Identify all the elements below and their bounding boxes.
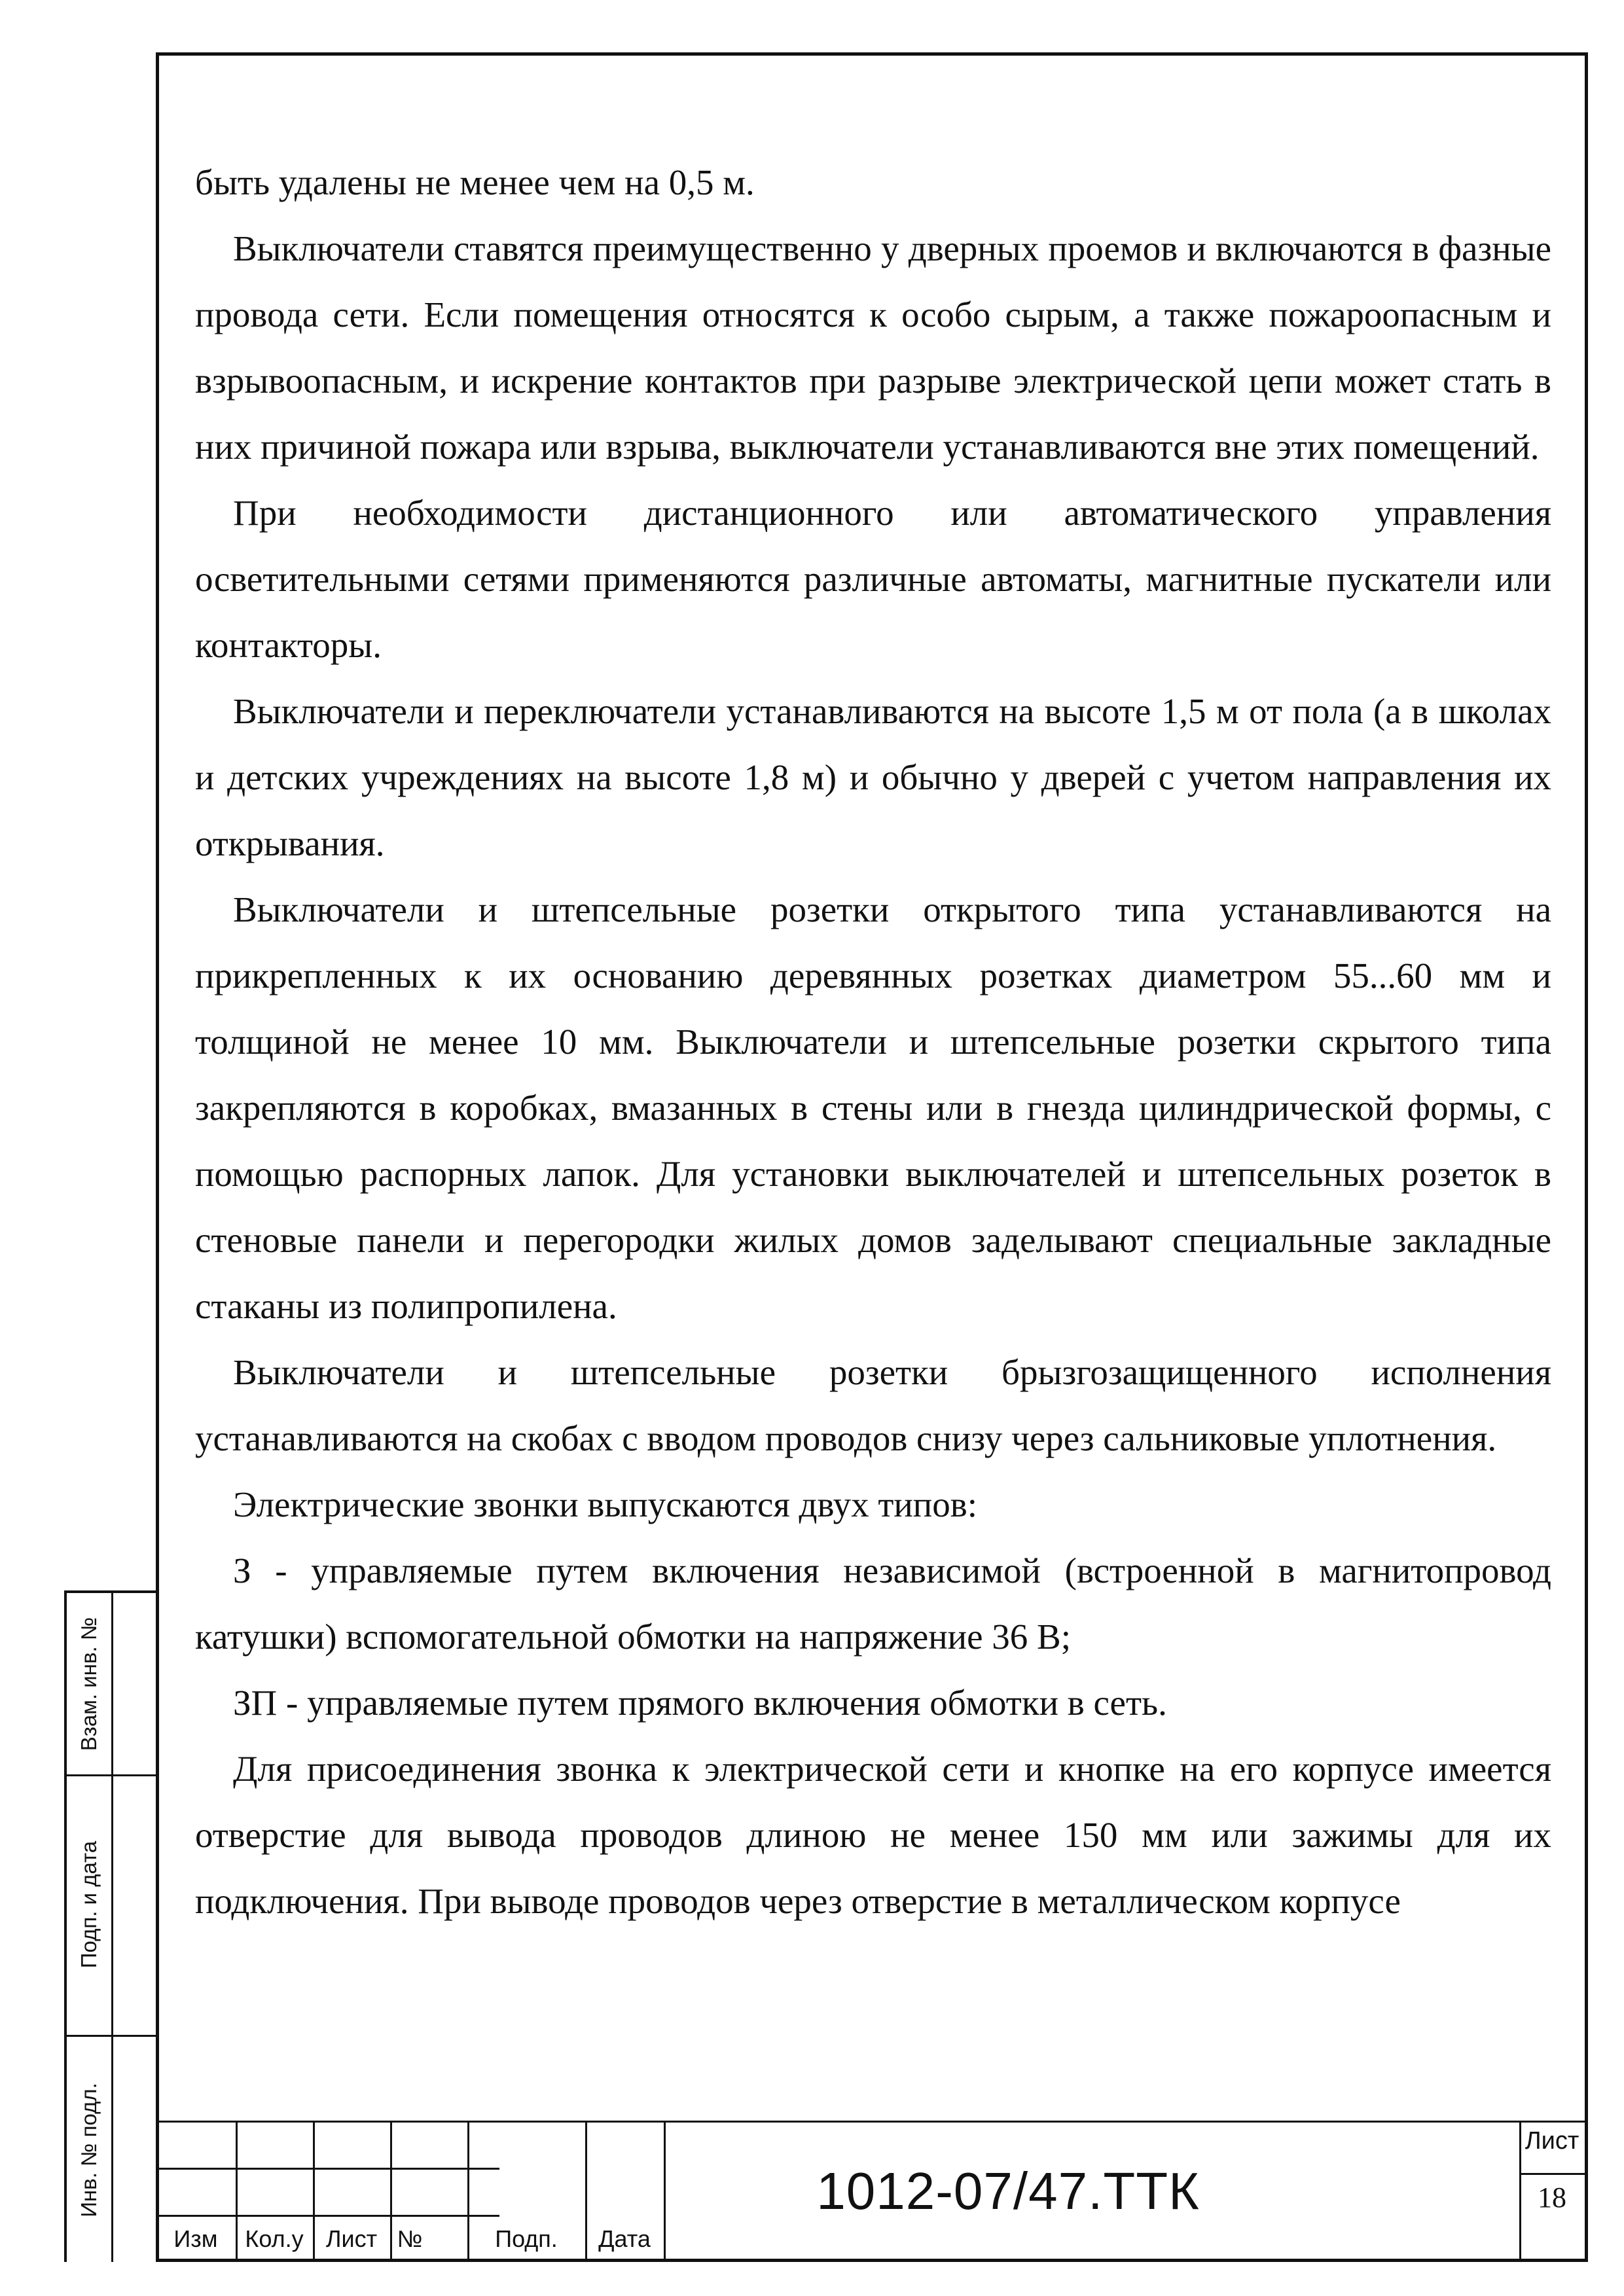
- paragraph: Выключатели и штепсельные розетки открытого типа устанавливаются на прикрепленных к их основанию деревянных розетках диаметром 55...60 мм и толщиной не менее 10 мм. Выключатели и штепсельные розетки скрытого типа закрепляются в коробках, вмазанных в стены или в гнезда цилиндрической формы, с помощью распорных лапок. Для установки выключателей и штепсельных розеток в стеновые панели и перегородки жилых домов заделывают специальные закладные стаканы из полипропилена.: [195, 889, 1551, 1326]
- sheet-row-line: [1519, 2173, 1588, 2175]
- paragraph: ЗП - управляемые путем прямого включения обмотки в сеть.: [233, 1683, 1167, 1723]
- sheet-number: 18: [1538, 2181, 1566, 2214]
- paragraph: Выключатели и переключатели устанавливаются на высоте 1,5 м от пола (а в школах и детских учреждениях на высоте 1,8 м) и обычно у дверей с учетом направления их открывания.: [195, 691, 1551, 863]
- vzam-inv-label: Взам. инв. №: [77, 1617, 101, 1751]
- inv-podl-cell: [67, 2035, 111, 2265]
- col-izm: Изм: [173, 2225, 218, 2252]
- podp-data-label: Подп. и дата: [77, 1840, 101, 1969]
- col-list: Лист: [325, 2225, 378, 2252]
- title-block-row-line: [156, 2215, 499, 2217]
- paragraph: Электрические звонки выпускаются двух типов:: [233, 1484, 977, 1524]
- paragraph: При необходимости дистанционного или автоматического управления осветительными сетями применяются различные автоматы, магнитные пускатели или контакторы.: [195, 493, 1551, 665]
- col-data: Дата: [598, 2225, 651, 2252]
- paragraph: Для присоединения звонка к электрической сети и кнопке на его корпусе имеется отверстие для вывода проводов длиною не менее 150 мм или зажимы для их подключения. При выводе проводов через отверстие в металлическом корпусе: [195, 1749, 1551, 1921]
- side-stamp: [64, 1590, 156, 2262]
- inv-podl-label: Инв. № подл.: [77, 2082, 101, 2217]
- side-stamp-divider: [111, 1593, 113, 2262]
- sheet-label: Лист: [1525, 2127, 1579, 2155]
- paragraph: З - управляемые путем включения независимой (встроенной в магнитопровод катушки) вспомогательной обмотки на напряжение 36 В;: [195, 1551, 1551, 1657]
- title-block-row-line: [156, 2168, 499, 2170]
- col-number: №: [397, 2225, 423, 2252]
- col-kol-uch: Кол.у: [245, 2225, 304, 2252]
- paragraph: быть удалены не менее чем на 0,5 м.: [195, 162, 755, 202]
- paragraph: Выключатели ставятся преимущественно у дверных проемов и включаются в фазные провода сети. Если помещения относятся к особо сырым, а также пожароопасным и взрывоопасным, и искрение контактов при разрыве электрической цепи может стать в них причиной пожара или взрыва, выключатели устанавливаются вне этих помещений.: [195, 228, 1551, 467]
- paragraph: Выключатели и штепсельные розетки брызгозащищенного исполнения устанавливаются на скобах с вводом проводов снизу через сальниковые уплотнения.: [195, 1352, 1551, 1458]
- vzam-inv-cell: [67, 1593, 111, 1774]
- document-code: 1012-07/47.ТТК: [816, 2162, 1200, 2220]
- podp-data-cell: [67, 1774, 111, 2035]
- col-podp: Подп.: [495, 2225, 558, 2252]
- document-body: [195, 149, 1551, 1934]
